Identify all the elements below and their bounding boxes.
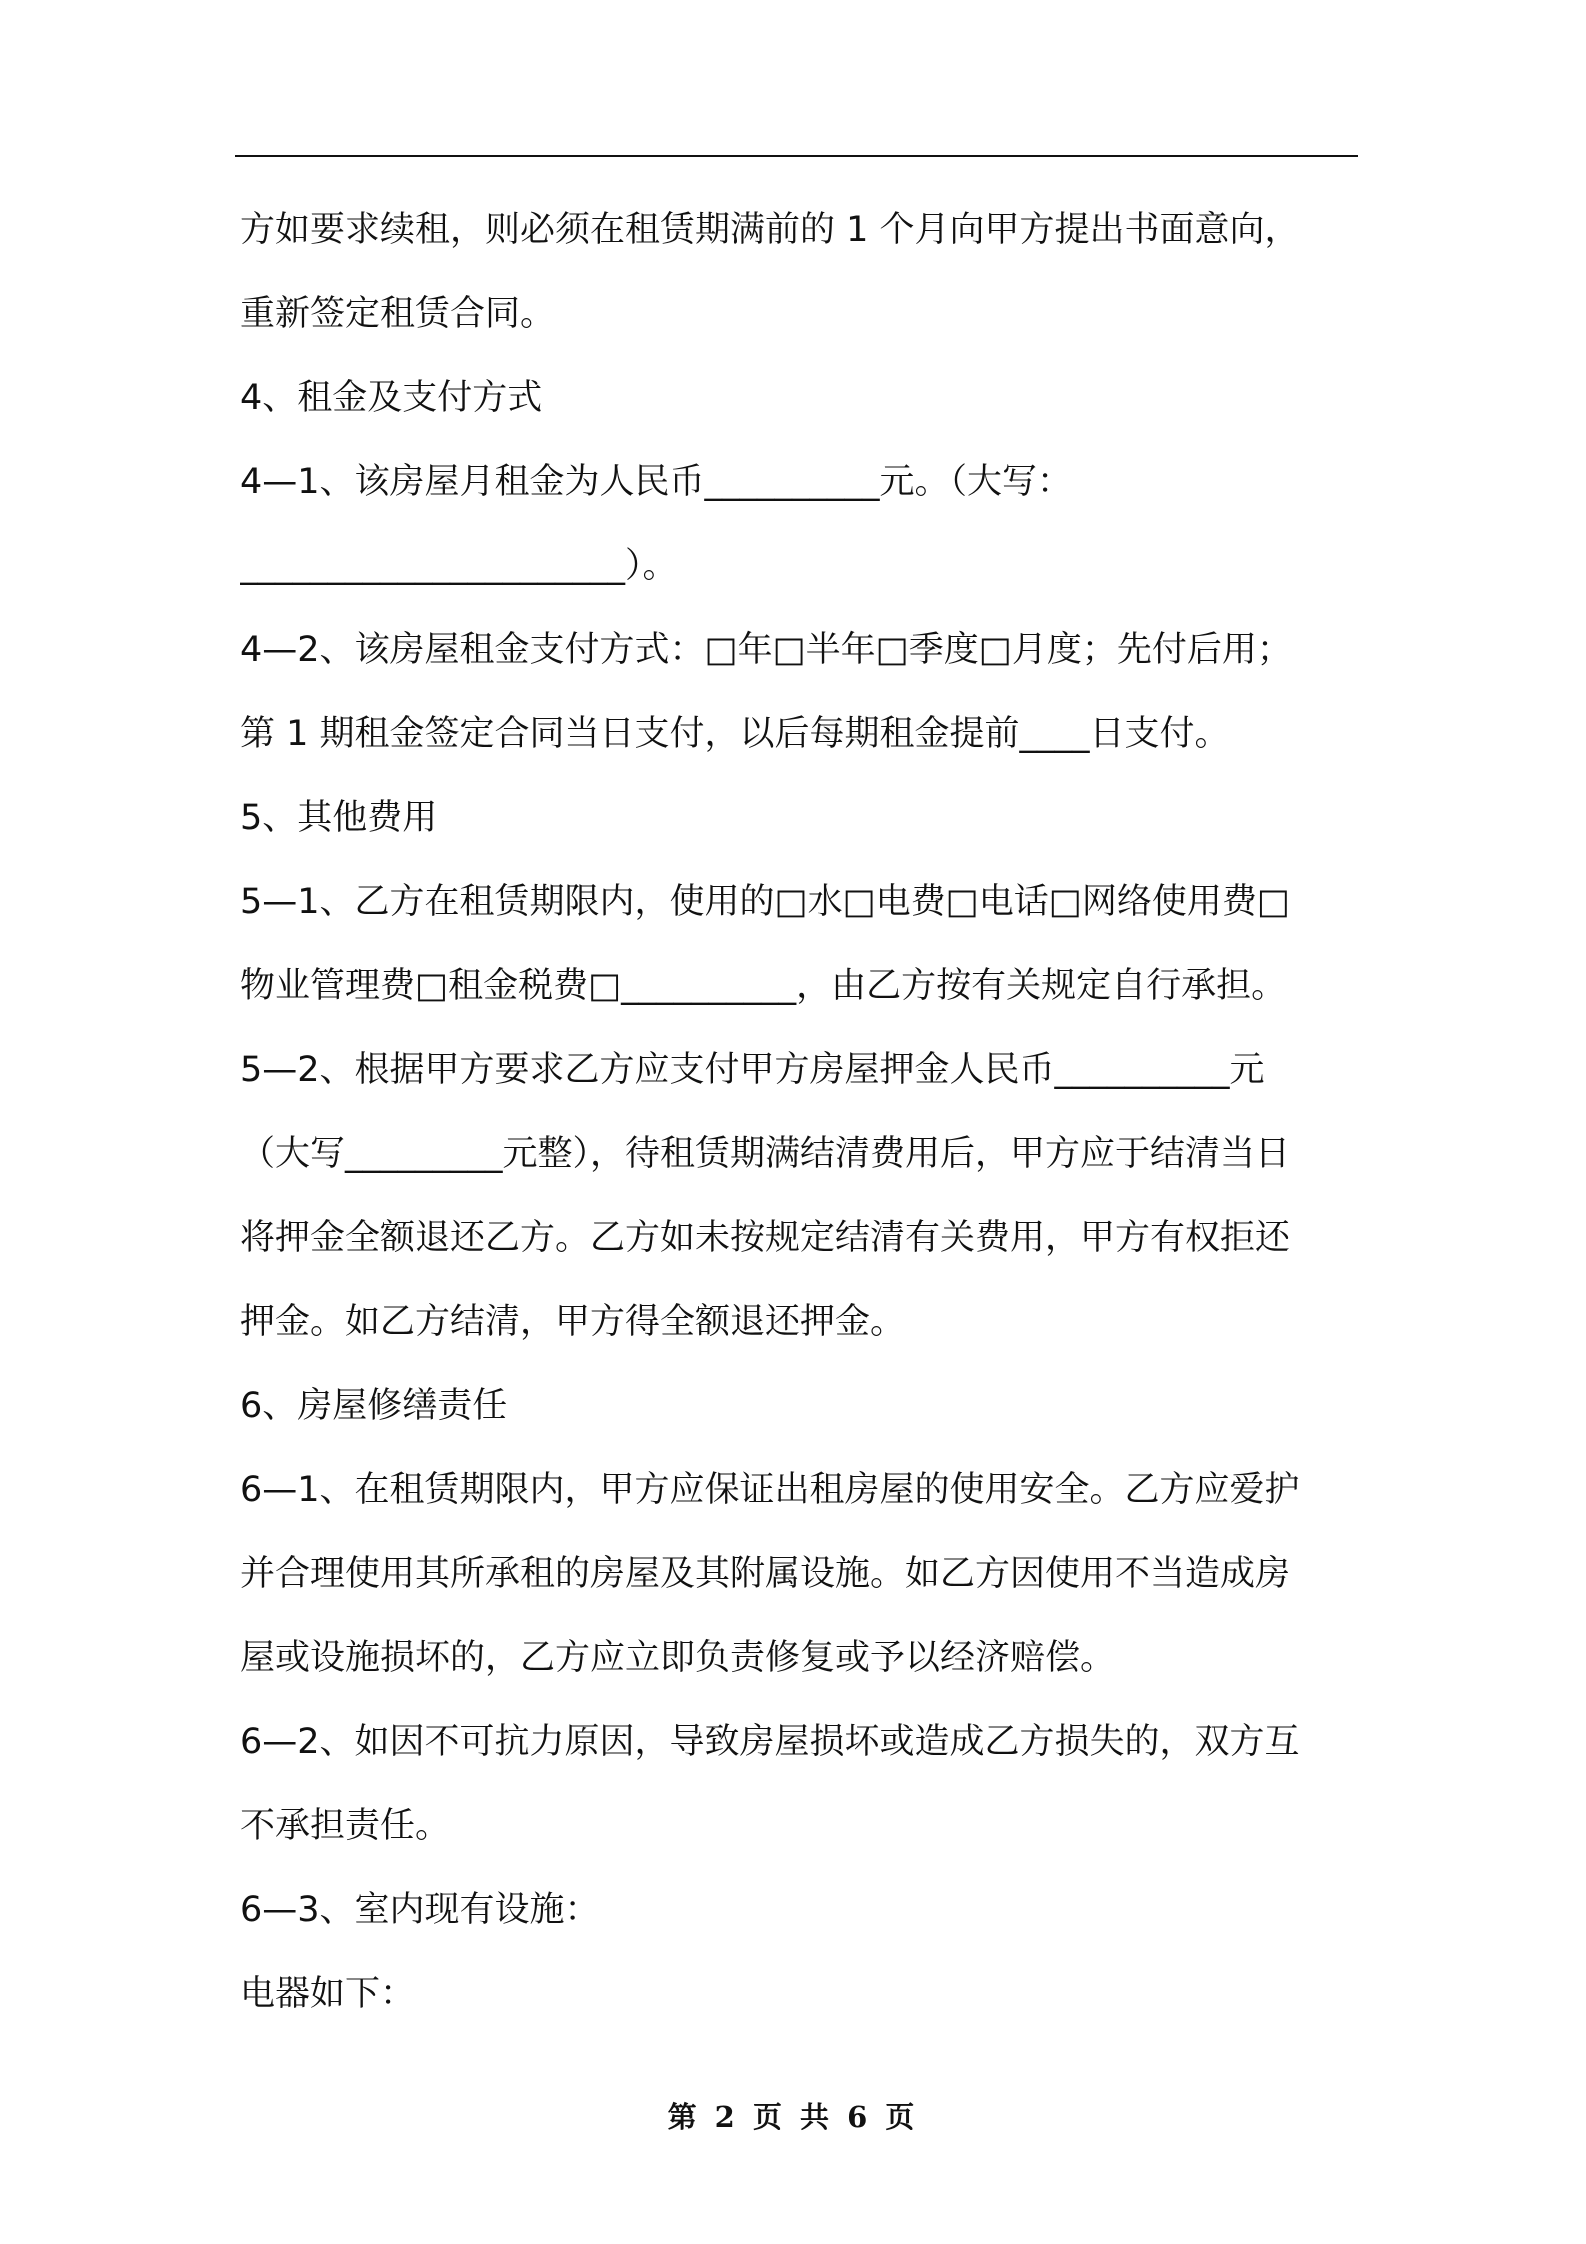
text-line: 重新签定租赁合同。 xyxy=(240,294,556,334)
text-line: ______________________）。 xyxy=(240,546,678,586)
text-line: 4—2、该房屋租金支付方式：□年□半年□季度□月度；先付后用； xyxy=(240,630,1292,670)
text-line: 屋或设施损坏的，乙方应立即负责修复或予以经济赔偿。 xyxy=(240,1638,1116,1678)
text-line: 6—2、如因不可抗力原因，导致房屋损坏或造成乙方损失的，双方互 xyxy=(240,1722,1300,1762)
text-line: 将押金全额退还乙方。乙方如未按规定结清有关费用，甲方有权拒还 xyxy=(240,1218,1291,1258)
text-line: 4—1、该房屋月租金为人民币__________元。（大写： xyxy=(240,462,1073,502)
section-heading: 4、租金及支付方式 xyxy=(240,378,543,418)
document-body xyxy=(240,200,1360,2048)
text-line: 电器如下： xyxy=(240,1974,416,2014)
text-line: 押金。如乙方结清，甲方得全额退还押金。 xyxy=(240,1302,906,1342)
text-line: 5—1、乙方在租赁期限内，使用的□水□电费□电话□网络使用费□ xyxy=(240,882,1290,922)
text-line: 并合理使用其所承租的房屋及其附属设施。如乙方因使用不当造成房 xyxy=(240,1554,1291,1594)
section-heading: 5、其他费用 xyxy=(240,798,438,838)
header-rule xyxy=(235,155,1358,157)
text-line: 第 1 期租金签定合同当日支付，以后每期租金提前____日支付。 xyxy=(240,714,1230,754)
page-number: 第 2 页 共 6 页 xyxy=(667,2100,919,2134)
text-line: 物业管理费□租金税费□__________，由乙方按有关规定自行承担。 xyxy=(240,966,1287,1006)
text-line: 5—2、根据甲方要求乙方应支付甲方房屋押金人民币__________元 xyxy=(240,1050,1265,1090)
text-line: 不承担责任。 xyxy=(240,1806,451,1846)
text-line: 方如要求续租，则必须在租赁期满前的 1 个月向甲方提出书面意向， xyxy=(240,210,1300,250)
text-line: 6—3、室内现有设施： xyxy=(240,1890,600,1930)
text-line: （大写_________元整），待租赁期满结清费用后，甲方应于结清当日 xyxy=(240,1134,1291,1174)
section-heading: 6、房屋修缮责任 xyxy=(240,1386,508,1426)
text-line: 6—1、在租赁期限内，甲方应保证出租房屋的使用安全。乙方应爱护 xyxy=(240,1470,1300,1510)
